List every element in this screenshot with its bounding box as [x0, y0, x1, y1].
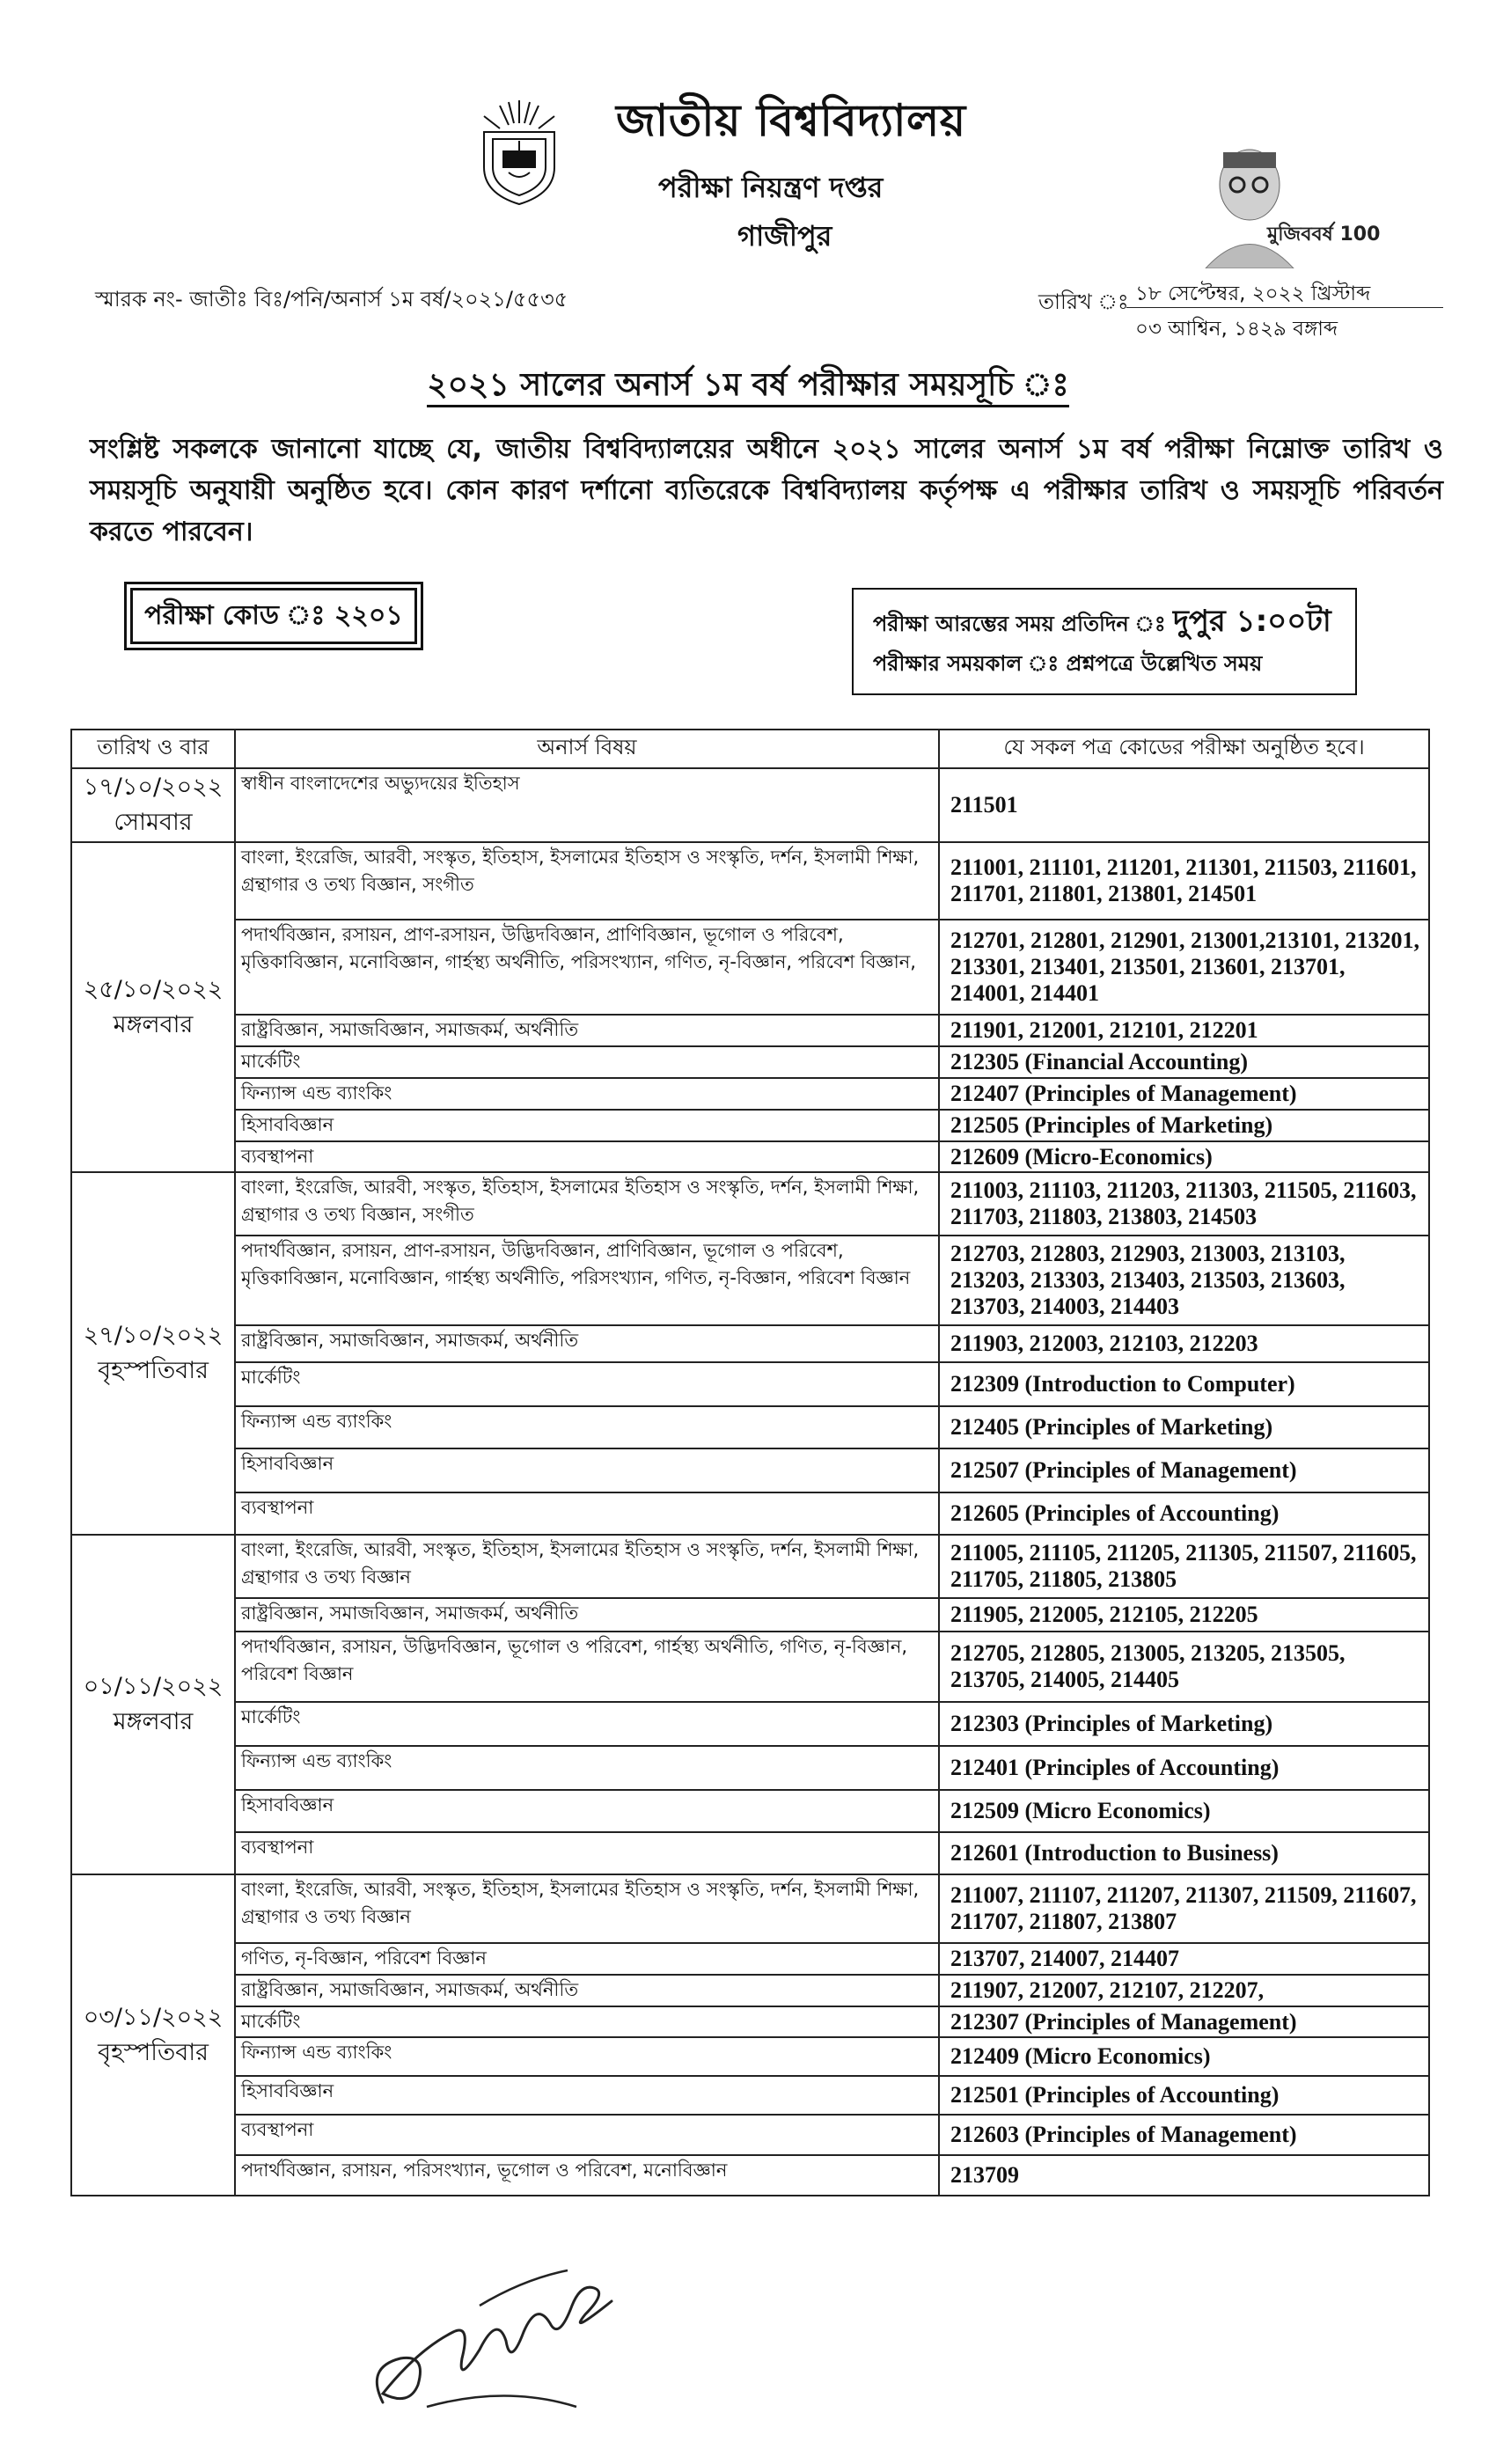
table-row — [71, 1236, 1429, 1325]
subject-cell: ব্যবস্থাপনা — [235, 1832, 939, 1874]
subject-cell: বাংলা, ইংরেজি, আরবী, সংস্কৃত, ইতিহাস, ইসলামের ইতিহাস ও সংস্কৃতি, দর্শন, ইসলামী শিক্ষা, গ্রন্থাগার ও তথ্য বিজ্ঞান — [235, 1874, 939, 1943]
date-cell — [71, 1172, 235, 1535]
subject-cell: ব্যবস্থাপনা — [235, 1141, 939, 1172]
table-row — [71, 2076, 1429, 2115]
paper-codes-cell: 212609 (Micro-Economics) — [939, 1141, 1429, 1172]
subject-cell: মার্কেটিং — [235, 1046, 939, 1078]
header-date: তারিখ ও বার — [71, 730, 235, 768]
paper-codes-cell: 212705, 212805, 213005, 213205, 213505, 213705, 214005, 214405 — [939, 1632, 1429, 1702]
exam-day: মঙ্গলবার — [113, 1708, 194, 1735]
subject-cell: বাংলা, ইংরেজি, আরবী, সংস্কৃত, ইতিহাস, ইসলামের ইতিহাস ও সংস্কৃতি, দর্শন, ইসলামী শিক্ষা, গ্রন্থাগার ও তথ্য বিজ্ঞান, সংগীত — [235, 1172, 939, 1236]
subject-cell: ফিন্যান্স এন্ড ব্যাংকিং — [235, 1078, 939, 1110]
exam-day: বৃহস্পতিবার — [98, 1357, 209, 1384]
paper-codes-cell: 212507 (Principles of Management) — [939, 1448, 1429, 1492]
exam-day: বৃহস্পতিবার — [98, 2038, 209, 2066]
date-gregorian: ১৮ সেপ্টেম্বর, ২০২২ খ্রিস্টাব্দ — [1135, 282, 1371, 305]
subject-cell: হিসাববিজ্ঞান — [235, 1110, 939, 1141]
paper-codes-cell: 212703, 212803, 212903, 213003, 213103, 213203, 213303, 213403, 213503, 213603, 213703, 214003, 214403 — [939, 1236, 1429, 1325]
table-row — [71, 842, 1429, 920]
table-body — [71, 768, 1429, 2196]
paper-codes-cell: 212303 (Principles of Marketing) — [939, 1702, 1429, 1746]
date-cell — [71, 768, 235, 842]
notice-text: সংশ্লিষ্ট সকলকে জানানো যাচ্ছে যে, জাতীয় বিশ্ববিদ্যালয়ের অধীনে ২০২১ সালের অনার্স ১ম বর্ষ পরীক্ষা নিম্নোক্ত তারিখ ও সময়সূচি অনুযায়ী অনুষ্ঠিত হবে। কোন কারণ দর্শানো ব্যতিরেকে বিশ্ববিদ্যালয় কর্তৃপক্ষ এ পরীক্ষার তারিখ ও সময়সূচি পরিবর্তন করতে পারবেন। — [90, 434, 1443, 547]
paper-codes-cell: 212509 (Micro Economics) — [939, 1790, 1429, 1832]
subject-cell: ব্যবস্থাপনা — [235, 2115, 939, 2155]
table-row — [71, 1046, 1429, 1078]
exam-day: সোমবার — [114, 809, 193, 836]
memo-reference: স্মারক নং- জাতীঃ বিঃ/পনি/অনার্স ১ম বর্ষ/২০২১/৫৫৩৫ — [95, 287, 568, 312]
exam-duration: পরীক্ষার সময়কাল ঃ প্রশ্নপত্রে উল্লেখিত সময় — [873, 651, 1263, 676]
subject-cell: রাষ্ট্রবিজ্ঞান, সমাজবিজ্ঞান, সমাজকর্ম, অর্থনীতি — [235, 1598, 939, 1632]
table-row — [71, 1172, 1429, 1236]
date-bangla: ০৩ আশ্বিন, ১৪২৯ বঙ্গাব্দ — [1135, 318, 1338, 341]
exam-start-value: দুপুর ১:০০টা — [1173, 604, 1331, 639]
paper-codes-cell: 212603 (Principles of Management) — [939, 2115, 1429, 2155]
table-row — [71, 1406, 1429, 1448]
table-row — [71, 1078, 1429, 1110]
paper-codes-cell: 211905, 212005, 212105, 212205 — [939, 1598, 1429, 1632]
table-row — [71, 1943, 1429, 1975]
paper-codes-cell: 213707, 214007, 214407 — [939, 1943, 1429, 1975]
paper-codes-cell: 212309 (Introduction to Computer) — [939, 1362, 1429, 1406]
paper-codes-cell: 211907, 212007, 212107, 212207, — [939, 1975, 1429, 2006]
university-name: জাতীয় বিশ্ববিদ্যালয় — [616, 95, 966, 146]
subject-cell: পদার্থবিজ্ঞান, রসায়ন, প্রাণ-রসায়ন, উদ্ভিদবিজ্ঞান, প্রাণিবিজ্ঞান, ভূগোল ও পরিবেশ, মৃত্তিকাবিজ্ঞান, মনোবিজ্ঞান, গার্হস্থ্য অর্থনীতি, পরিসংখ্যান, গণিত, নৃ-বিজ্ঞান, পরিবেশ বিজ্ঞান — [235, 1236, 939, 1325]
table-row — [71, 1598, 1429, 1632]
paper-codes-cell: 212601 (Introduction to Business) — [939, 1832, 1429, 1874]
paper-codes-cell: 212307 (Principles of Management) — [939, 2006, 1429, 2037]
mujib-borsho-logo — [1162, 136, 1382, 268]
paper-codes-cell: 212305 (Financial Accounting) — [939, 1046, 1429, 1078]
table-row — [71, 1790, 1429, 1832]
paper-codes-cell: 212405 (Principles of Marketing) — [939, 1406, 1429, 1448]
paper-codes-cell: 211005, 211105, 211205, 211305, 211507, 211605, 211705, 211805, 213805 — [939, 1535, 1429, 1598]
table-row — [71, 1110, 1429, 1141]
exam-date: ০১/১১/২০২২ — [83, 1673, 224, 1700]
subject-cell: পদার্থবিজ্ঞান, রসায়ন, উদ্ভিদবিজ্ঞান, ভূগোল ও পরিবেশ, গার্হস্থ্য অর্থনীতি, গণিত, নৃ-বিজ্ঞান, পরিবেশ বিজ্ঞান — [235, 1632, 939, 1702]
table-row — [71, 768, 1429, 842]
subject-cell: হিসাববিজ্ঞান — [235, 1790, 939, 1832]
subject-cell: পদার্থবিজ্ঞান, রসায়ন, পরিসংখ্যান, ভূগোল ও পরিবেশ, মনোবিজ্ঞান — [235, 2155, 939, 2196]
date-divider — [1126, 307, 1443, 308]
table-header-row — [71, 730, 1429, 768]
subject-cell: রাষ্ট্রবিজ্ঞান, সমাজবিজ্ঞান, সমাজকর্ম, অর্থনীতি — [235, 1015, 939, 1046]
paper-codes-cell: 212605 (Principles of Accounting) — [939, 1492, 1429, 1535]
paper-codes-cell: 212401 (Principles of Accounting) — [939, 1746, 1429, 1790]
paper-codes-cell: 212407 (Principles of Management) — [939, 1078, 1429, 1110]
subject-cell: বাংলা, ইংরেজি, আরবী, সংস্কৃত, ইতিহাস, ইসলামের ইতিহাস ও সংস্কৃতি, দর্শন, ইসলামী শিক্ষা, গ্রন্থাগার ও তথ্য বিজ্ঞান, সংগীত — [235, 842, 939, 920]
table-row — [71, 1975, 1429, 2006]
subject-cell: রাষ্ট্রবিজ্ঞান, সমাজবিজ্ঞান, সমাজকর্ম, অর্থনীতি — [235, 1325, 939, 1362]
date-cell — [71, 842, 235, 1172]
table-row — [71, 1874, 1429, 1943]
university-logo — [466, 97, 572, 207]
table-row — [71, 1141, 1429, 1172]
subject-cell: হিসাববিজ্ঞান — [235, 2076, 939, 2115]
table-row — [71, 2006, 1429, 2037]
table-row — [71, 2115, 1429, 2155]
exam-date: ২৫/১০/২০২২ — [83, 975, 224, 1003]
exam-schedule-table — [70, 729, 1430, 2196]
paper-codes-cell: 212501 (Principles of Accounting) — [939, 2076, 1429, 2115]
header-codes: যে সকল পত্র কোডের পরীক্ষা অনুষ্ঠিত হবে। — [939, 730, 1429, 768]
table-row — [71, 1535, 1429, 1598]
subject-cell: মার্কেটিং — [235, 1362, 939, 1406]
table-row — [71, 1702, 1429, 1746]
table-row — [71, 1492, 1429, 1535]
table-row — [71, 1448, 1429, 1492]
subject-cell: হিসাববিজ্ঞান — [235, 1448, 939, 1492]
subject-cell: ব্যবস্থাপনা — [235, 1492, 939, 1535]
paper-codes-cell: 212409 (Micro Economics) — [939, 2037, 1429, 2076]
exam-date: ২৭/১০/২০২২ — [83, 1322, 224, 1349]
paper-codes-cell: 213709 — [939, 2155, 1429, 2196]
exam-date: ১৭/১০/২০২২ — [83, 774, 224, 801]
office-city: গাজীপুর — [737, 219, 832, 253]
exam-date: ০৩/১১/২০২২ — [83, 2003, 224, 2031]
date-cell — [71, 1874, 235, 2196]
table-row — [71, 2155, 1429, 2196]
paper-codes-cell: 211501 — [939, 768, 1429, 842]
date-cell — [71, 1535, 235, 1874]
subject-cell: পদার্থবিজ্ঞান, রসায়ন, প্রাণ-রসায়ন, উদ্ভিদবিজ্ঞান, প্রাণিবিজ্ঞান, ভূগোল ও পরিবেশ, মৃত্তিকাবিজ্ঞান, মনোবিজ্ঞান, গার্হস্থ্য অর্থনীতি, পরিসংখ্যান, গণিত, নৃ-বিজ্ঞান, পরিবেশ বিজ্ঞান, — [235, 920, 939, 1015]
paper-codes-cell: 212701, 212801, 212901, 213001,213101, 213201, 213301, 213401, 213501, 213601, 213701, 214001, 214401 — [939, 920, 1429, 1015]
exam-day: মঙ্গলবার — [113, 1010, 194, 1038]
table-row — [71, 1325, 1429, 1362]
subject-cell: রাষ্ট্রবিজ্ঞান, সমাজবিজ্ঞান, সমাজকর্ম, অর্থনীতি — [235, 1975, 939, 2006]
table-row — [71, 2037, 1429, 2076]
schedule-title: ২০২১ সালের অনার্স ১ম বর্ষ পরীক্ষার সময়সূচি ঃ — [0, 361, 1496, 414]
table-row — [71, 1746, 1429, 1790]
subject-cell: বাংলা, ইংরেজি, আরবী, সংস্কৃত, ইতিহাস, ইসলামের ইতিহাস ও সংস্কৃতি, দর্শন, ইসলামী শিক্ষা, গ্রন্থাগার ও তথ্য বিজ্ঞান — [235, 1535, 939, 1598]
paper-codes-cell: 211003, 211103, 211203, 211303, 211505, 211603, 211703, 211803, 213803, 214503 — [939, 1172, 1429, 1236]
subject-cell: মার্কেটিং — [235, 2006, 939, 2037]
paper-codes-cell: 211903, 212003, 212103, 212203 — [939, 1325, 1429, 1362]
exam-start-time: পরীক্ষা আরম্ভের সময় প্রতিদিন ঃ দুপুর ১:০০টা — [873, 604, 1331, 639]
header-subject: অনার্স বিষয় — [235, 730, 939, 768]
signature — [348, 2253, 647, 2429]
mujib-logo-text: মুজিববর্ষ 100 — [1267, 224, 1381, 246]
exam-code-box: পরীক্ষা কোড ঃ ২২০১ — [130, 588, 417, 644]
table-row — [71, 1632, 1429, 1702]
paper-codes-cell: 212505 (Principles of Marketing) — [939, 1110, 1429, 1141]
table-row — [71, 1015, 1429, 1046]
table-row — [71, 1362, 1429, 1406]
subject-cell: ফিন্যান্স এন্ড ব্যাংকিং — [235, 2037, 939, 2076]
subject-cell: ফিন্যান্স এন্ড ব্যাংকিং — [235, 1406, 939, 1448]
paper-codes-cell: 211007, 211107, 211207, 211307, 211509, 211607, 211707, 211807, 213807 — [939, 1874, 1429, 1943]
subject-cell: মার্কেটিং — [235, 1702, 939, 1746]
table-row — [71, 1832, 1429, 1874]
office-name: পরীক্ষা নিয়ন্ত্রণ দপ্তর — [658, 171, 884, 204]
table-row — [71, 920, 1429, 1015]
date-label: তারিখ ঃ — [1038, 290, 1129, 314]
subject-cell: ফিন্যান্স এন্ড ব্যাংকিং — [235, 1746, 939, 1790]
subject-cell: স্বাধীন বাংলাদেশের অভ্যুদয়ের ইতিহাস — [235, 768, 939, 842]
paper-codes-cell: 211901, 212001, 212101, 212201 — [939, 1015, 1429, 1046]
paper-codes-cell: 211001, 211101, 211201, 211301, 211503, 211601, 211701, 211801, 213801, 214501 — [939, 842, 1429, 920]
subject-cell: গণিত, নৃ-বিজ্ঞান, পরিবেশ বিজ্ঞান — [235, 1943, 939, 1975]
